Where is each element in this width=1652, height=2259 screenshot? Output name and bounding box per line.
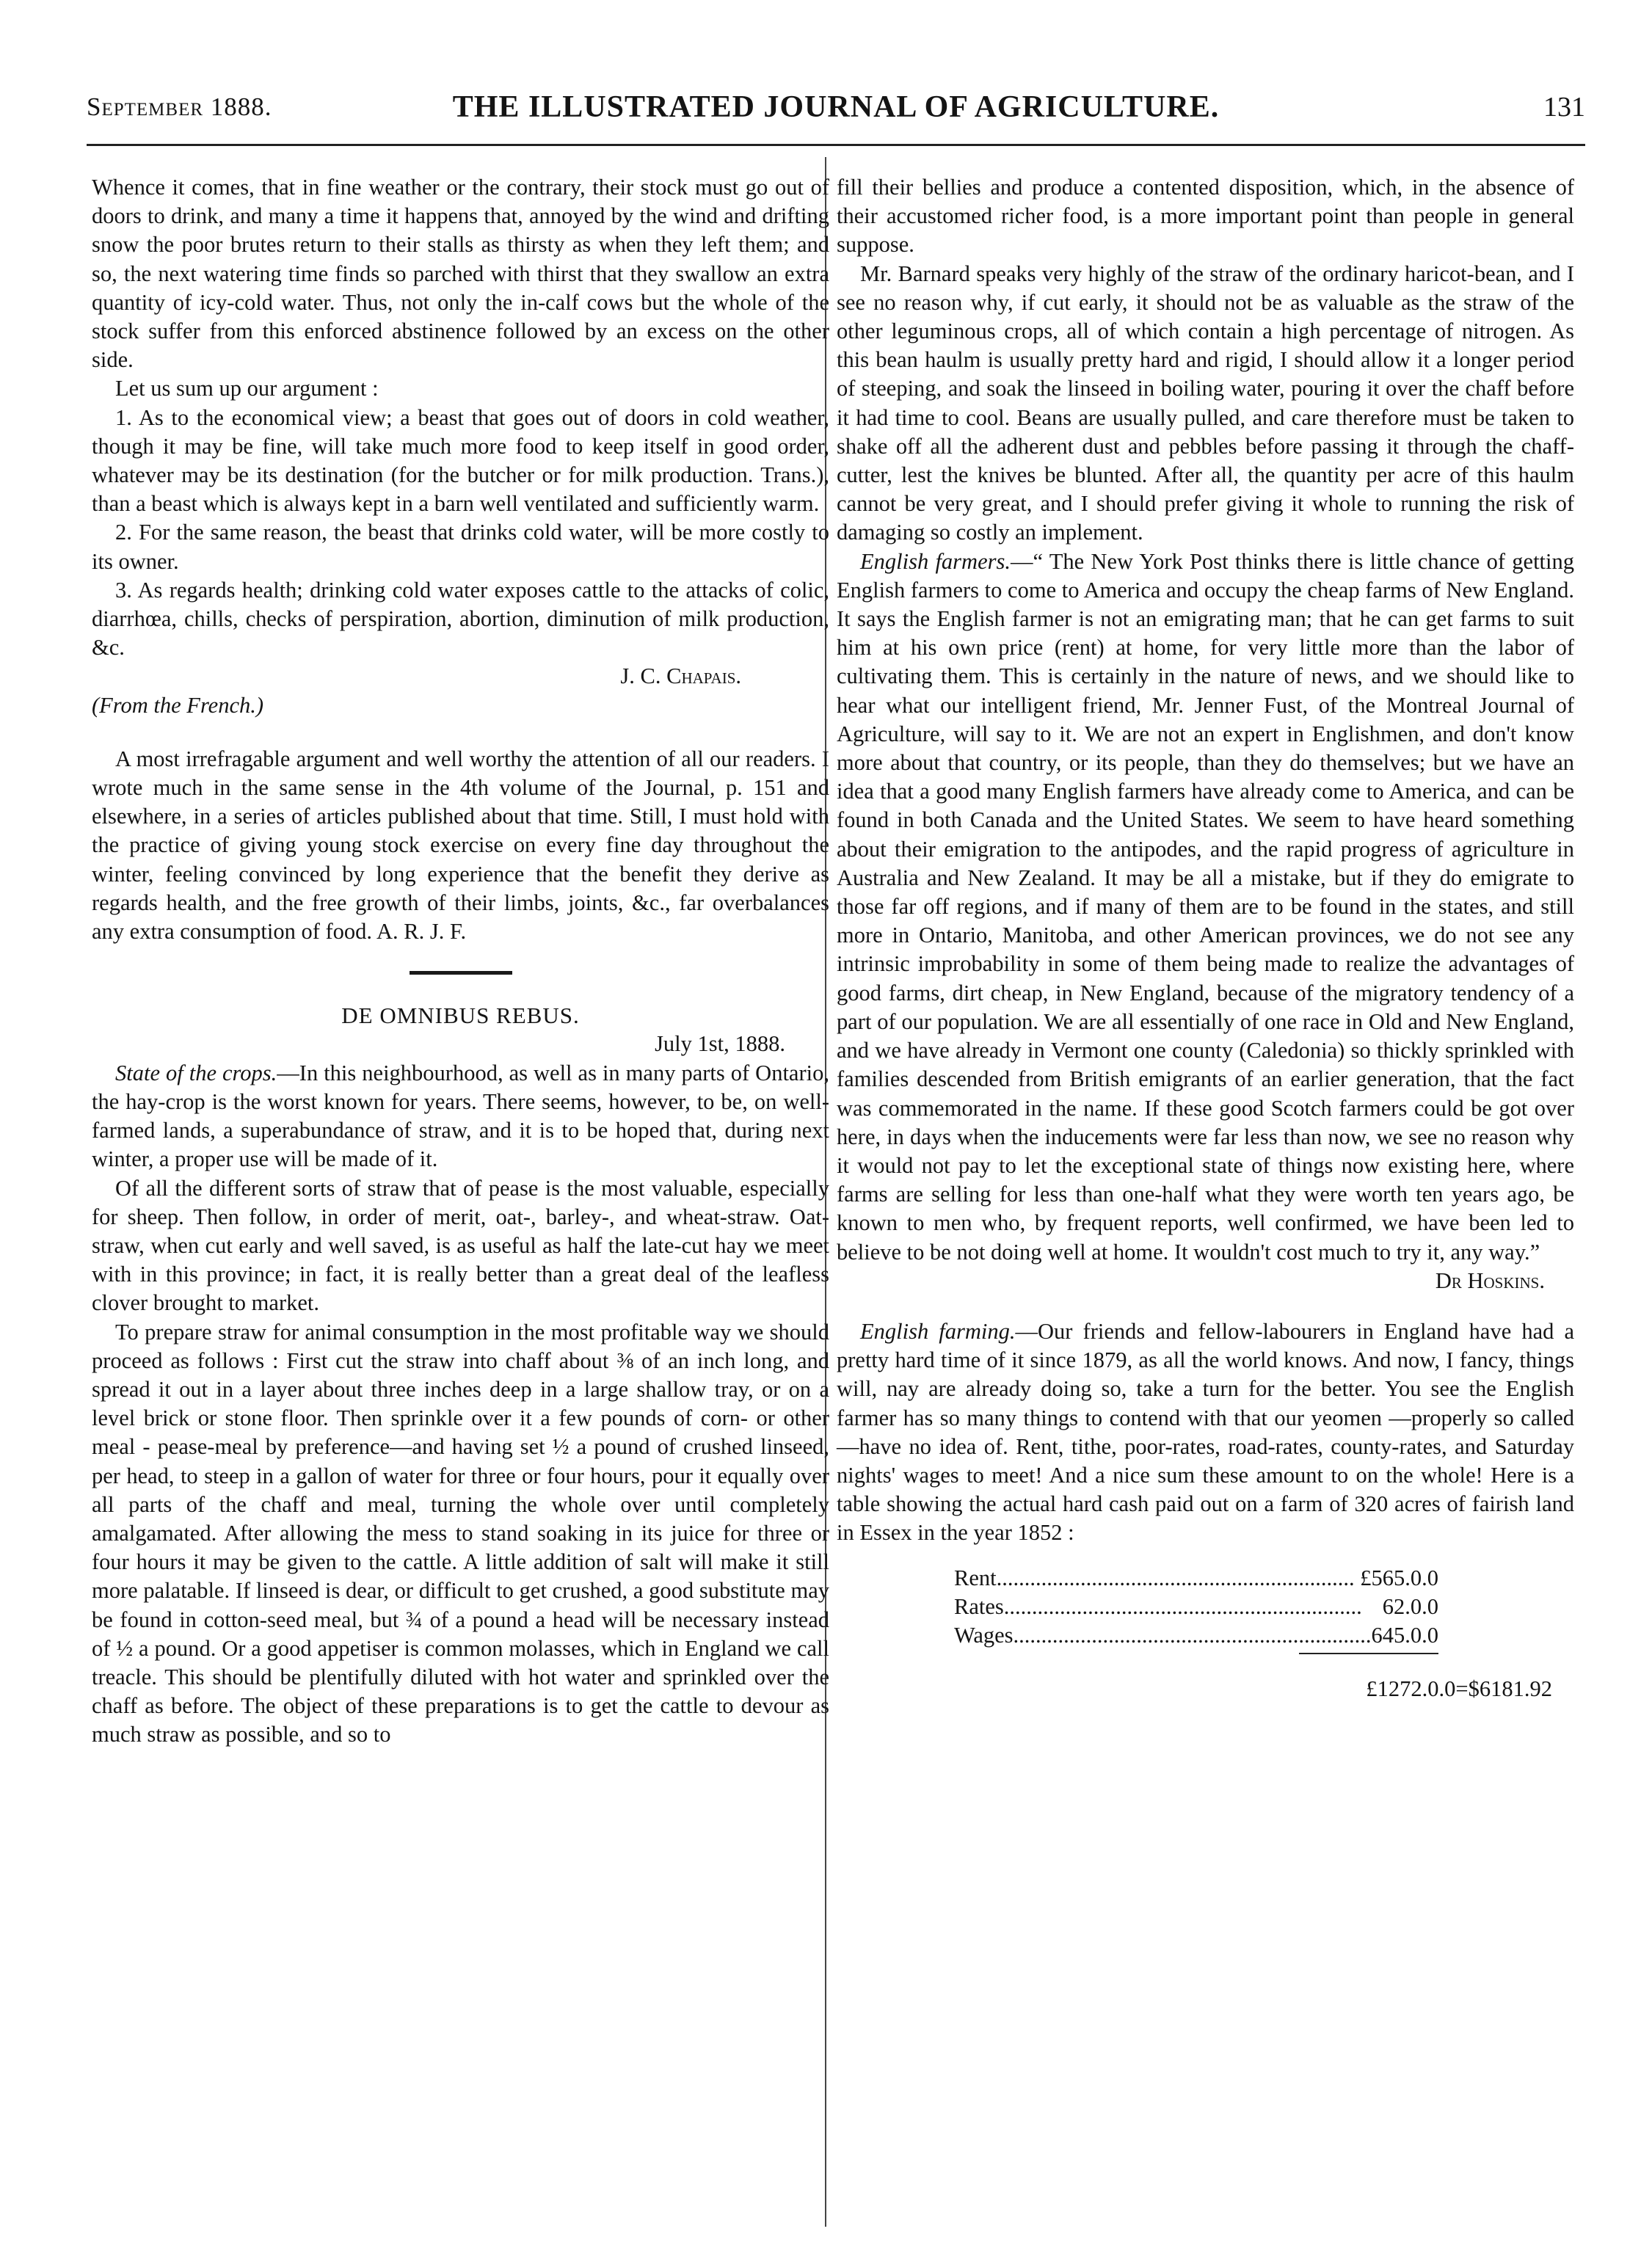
header-date: September 1888. (87, 92, 272, 121)
row-label: Wages (954, 1622, 1014, 1648)
row-value: 62.0.0 (1382, 1593, 1438, 1619)
paragraph-text: —In this neighbourhood, as well as in many parts of Ontario, the hay-crop is the worst known for years. There seems, however, to be, on well-farmed lands, a superabundance of straw, and it is to be hoped that, during next winter, a proper use will be made of it. (92, 1060, 829, 1172)
signature-hoskins: Dr Hoskins. (1435, 1267, 1545, 1293)
paragraph (837, 1317, 1574, 1548)
row-label: Rates (954, 1593, 1004, 1619)
table-row: Wages................................................................ 645.0.0 (954, 1621, 1438, 1650)
sum-rule (1299, 1653, 1438, 1654)
row-label: Rent (954, 1565, 997, 1590)
page-number: 131 (1543, 92, 1585, 123)
dateline: July 1st, 1888. (655, 1031, 785, 1057)
section-separator (410, 971, 512, 975)
paragraph: Of all the different sorts of straw that of pease is the most valuable, especially for sheep. Then follow, in order of merit, oat-, barley-, and wheat-straw. Oat-straw, when cut early and well saved, is as useful as half the late-cut hay we meet with in this province; in fact, it is really better than a great deal of the leafless clover brought to market. (92, 1175, 829, 1316)
section-title: DE OMNIBUS REBUS. (341, 1003, 580, 1029)
journal-title: THE ILLUSTRATED JOURNAL OF AGRICULTURE. (452, 90, 1220, 124)
paragraph: Whence it comes, that in fine weather or the contrary, their stock must go out of doors to drink, and many a time it happens that, annoyed by the wind and drifting snow the poor brutes return to their stalls as thirsty as when they left them; and so, the next watering time finds so parched with thirst that they swallow an extra quantity of icy-cold water. Thus, not only the in-calf cows but the whole of the stock suffer from this enforced abstinence followed by an excess on the other side. (92, 175, 829, 373)
table-total: £1272.0.0=$6181.92 (1366, 1676, 1552, 1702)
row-value: £565.0.0 (1360, 1565, 1438, 1590)
running-header (87, 87, 1585, 128)
paragraph-text: —“ The New York Post thinks there is little chance of getting English farmers to come to America and occupy the cheap farms of New England. It says the English farmer is not an emigrating man; that he can get farms to suit him at his own price (rent) at home, for very little more than the labor of cultivating them. This is certainly in the nature of news, and we should like to hear what our intelligent friend, Mr. Jenner Fust, of the Montreal Journal of Agriculture, will say to it. We are not an expert in Englishmen, and don't know more about that country, or its people, than they do themselves; but we have an idea that a good many English farmers have already come to America, and can be found in both Canada and the United States. We seem to have heard something about their emigration to the antipodes, and the rapid progress of agriculture in Australia and New Zealand. It may be all a mistake, but if they do emigrate to those far off regions, and if many of them are to be found in the states, and still more in Ontario, Manitoba, and other American provinces, we do not see any intrinsic improbability in some of them being made to realize the advantages of good farms, dirt cheap, in New England, because of the migratory tendency of a part of our population. We are all essentially of one race in Old and New England, and we have already in Vermont one county (Caledonia) so thickly sprinkled with families descended from British emigrants of an earlier generation, that the fact was commemorated in the name. If these good Scotch farmers could be got over here, in days when the inducements were far less than now, we see no reason why it would not pay to let the exceptional state of things now existing here, where farms are selling for less than one-half what they were worth ten years ago, be known to men who, by frequent reports, well confirmed, we have been led to believe to be not doing well at home. It wouldn't cost much to try it, any way.” (837, 548, 1574, 1265)
left-column (92, 173, 829, 1750)
paragraph (92, 1059, 829, 1174)
table-row: Rent................................................................ £565.0.0 (954, 1564, 1438, 1593)
paragraph: Let us sum up our argument : (115, 376, 379, 401)
expense-table (837, 1564, 1574, 1655)
paragraph: fill their bellies and produce a contented disposition, which, in the absence of their accustomed richer food, is a more important point than people in general suppose. (837, 175, 1574, 258)
header-rule (87, 144, 1585, 146)
paragraph: To prepare straw for animal consumption in the most profitable way we should proceed as follows : First cut the straw into chaff about ⅜ of an inch long, and spread it out in a layer about three inches deep in a large shallow tray, or on a level brick or stone floor. Then sprinkle over it a few pounds of corn- or other meal - pease-meal by preference—and having set ½ a pound of crushed linseed, per head, to steep in a gallon of water for three or four hours, pour it equally over all parts of the chaff and meal, turning the whole over until completely amalgamated. After allowing the mess to stand soaking in its juice for three or four hours it may be given to the cattle. A little addition of salt will make it still more palatable. If linseed is dear, or difficult to get crushed, a good substitute may be found in cotton-seed meal, but ¾ of a pound a head will be necessary instead of ½ a pound. Or a good appetiser is common molasses, which in England we call treacle. This should be plentifully diluted with hot water and sprinkled over the chaff as before. The object of these preparations is to get the cattle to devour as much straw as possible, and so to (92, 1319, 829, 1747)
paragraph: 2. For the same reason, the beast that drinks cold water, will be more costly to its owner. (92, 520, 829, 574)
paragraph: A most irrefragable argument and well worthy the attention of all our readers. I wrote much in the same sense in the 4th volume of the Journal, p. 151 and elsewhere, in a series of articles published about that time. Still, I must hold with the practice of giving young stock exercise on every fine day throughout the winter, feeling convinced by long experience that the benefit they derive as regards health, and the free growth of their limbs, joints, &c., far overbalances any extra consumption of food. A. R. J. F. (92, 746, 829, 945)
signature-chapais: J. C. Chapais. (620, 663, 741, 689)
paragraph: 3. As regards health; drinking cold water exposes cattle to the attacks of colic, diarrhœa, chills, checks of perspiration, abortion, diminution of milk production, &c. (92, 577, 829, 661)
paragraph: Mr. Barnard speaks very highly of the straw of the ordinary haricot-bean, and I see no reason why, if cut early, it should not be as valuable as the straw of the other leguminous crops, all of which contain a high percentage of nitrogen. As this bean haulm is usually pretty hard and rigid, I should allow it a longer period of steeping, and soak the linseed in boiling water, pouring it over the chaff before it had time to cool. Beans are usually pulled, and care therefore must be taken to shake off all the adherent dust and pebbles before passing it through the chaff-cutter, lest the knives be blunted. After all, the quantity per acre of this haulm cannot be very great, and I should prefer giving it whole to running the risk of damaging so costly an implement. (837, 261, 1574, 545)
lead-in: English farmers. (860, 548, 1011, 574)
paragraph-text: —Our friends and fellow-labourers in England have had a pretty hard time of it since 1879, as all the world knows. And now, I fancy, things will, nay are already doing so, take a turn for the better. You see the English farmer has so many things to contend with that our yeomen —properly so called—have no idea of. Rent, tithe, poor-rates, road-rates, county-rates, and Saturday nights' wages to meet! And a nice sum these amount to on the whole! Here is a table showing the actual hard cash paid out on a farm of 320 acres of fairish land in Essex in the year 1852 : (837, 1318, 1574, 1546)
row-value: 645.0.0 (1371, 1622, 1439, 1648)
source-note: (From the French.) (92, 692, 264, 718)
lead-in: English farming. (860, 1318, 1016, 1344)
paragraph (837, 548, 1574, 1267)
lead-in: State of the crops. (115, 1060, 277, 1085)
spacer (837, 1295, 1574, 1317)
table-row: Rates................................................................ 62.0.0 (954, 1593, 1438, 1621)
right-column (837, 173, 1574, 1703)
paragraph: 1. As to the economical view; a beast that goes out of doors in cold weather, though it may be fine, will take much more food to keep itself in good order, whatever may be its destination (for the butcher or for milk production. Trans.), than a beast which is always kept in a barn well ventilated and sufficiently warm. (92, 404, 829, 517)
